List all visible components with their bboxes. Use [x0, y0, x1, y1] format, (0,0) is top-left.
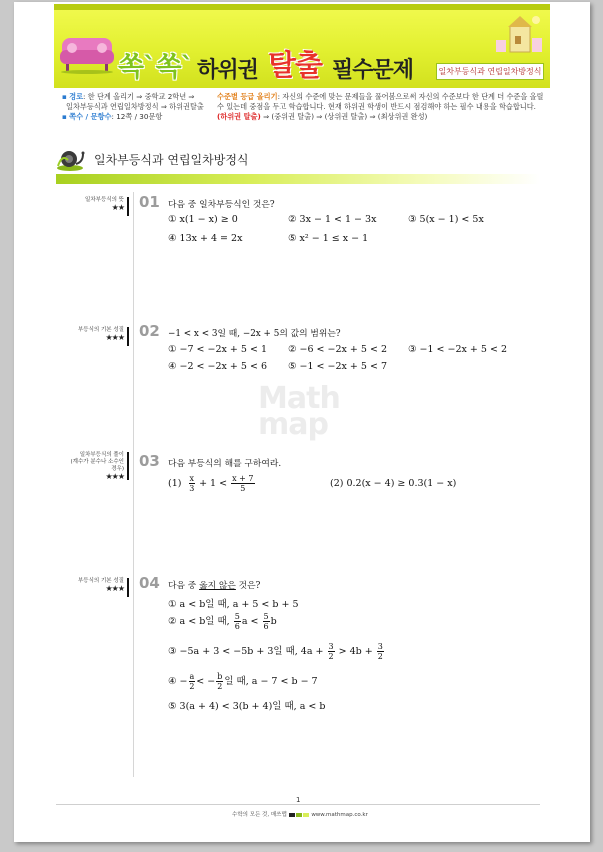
problem-tag — [71, 452, 124, 480]
fraction-denominator: 3 — [189, 484, 195, 493]
choice-3 — [168, 642, 385, 661]
choice-4: ④ −2 < −2x + 5 < 6 — [168, 361, 267, 372]
tag-bar — [127, 578, 129, 597]
problem-question — [168, 578, 260, 591]
problem-question: 다음 부등식의 해를 구하여라. — [168, 459, 282, 469]
fraction — [234, 612, 241, 631]
choice-1: ① a < b일 때, a + 5 < b + 5 — [168, 599, 299, 610]
choice-text: > 4b + — [338, 646, 373, 657]
problem-number: 01 — [139, 193, 160, 211]
fraction — [377, 642, 384, 661]
choice-2: ② −6 < −2x + 5 < 2 — [288, 344, 387, 355]
footer — [232, 810, 368, 818]
choice-3: ③ −1 < −2x + 5 < 2 — [408, 344, 507, 355]
difficulty-stars: ★★★ — [105, 333, 124, 342]
level-line1: : 자신의 수준에 맞는 문제들을 풀어봄으로써 자신의 수준보다 한 단계 더 수준을 올릴 — [277, 92, 544, 101]
banner-stripe — [54, 4, 550, 10]
title-part-lower: 하위권 — [197, 58, 258, 83]
problem-number: 02 — [139, 322, 160, 340]
footer-rule — [56, 804, 540, 805]
fraction-denominator: 5 — [240, 484, 246, 493]
section-snail-icon — [56, 146, 88, 172]
fraction-numerator: 3 — [377, 642, 383, 651]
question-underlined: 옳지 않은 — [199, 581, 236, 591]
footer-square-icon — [289, 813, 295, 817]
watermark-line2: map — [258, 407, 328, 442]
tag-bar — [127, 197, 129, 216]
title-part-required: 필수문제 — [331, 58, 413, 83]
fraction-numerator: a — [189, 672, 195, 681]
info-level-flow — [217, 112, 427, 122]
tag-bar — [127, 452, 129, 480]
choice-5: ⑤ x² − 1 ≤ x − 1 — [288, 233, 369, 244]
choice-text: a < — [241, 616, 259, 627]
problem-tag — [85, 197, 124, 211]
fraction-denominator: 6 — [263, 622, 269, 631]
count-label: 쪽수 / 문항수 — [69, 112, 112, 121]
problem-number: 03 — [139, 452, 160, 470]
problem-tag-text-3: 경우) — [111, 466, 124, 472]
info-course-line2: 일차부등식과 연립일차방정식 ⇒ 하위권탈출 — [66, 102, 204, 111]
fraction-denominator: 2 — [328, 652, 334, 661]
fraction — [231, 474, 254, 493]
title-part-ssok: 쏙`쏙` — [118, 52, 194, 83]
footer-square-icon — [296, 813, 302, 817]
fraction-numerator: x + 7 — [232, 474, 254, 483]
fraction — [189, 672, 196, 691]
fraction — [216, 672, 223, 691]
inequality-middle: + 1 < — [199, 478, 228, 489]
choice-text: ④ − — [168, 676, 188, 687]
fraction-numerator: x — [189, 474, 195, 483]
problem-tag — [78, 578, 124, 592]
fraction — [189, 474, 196, 493]
problem-question: −1 < x < 3일 때, −2x + 5의 값의 범위는? — [168, 329, 341, 339]
choice-3: ③ 5(x − 1) < 5x — [408, 214, 484, 225]
fraction — [263, 612, 270, 631]
choice-2 — [168, 612, 277, 631]
choice-4 — [168, 672, 318, 691]
topic-tag: 일차부등식과 연립일차방정식 — [436, 63, 544, 80]
count-text: : 12쪽 / 30문항 — [111, 112, 163, 121]
subproblem-2: (2) 0.2(x − 4) ≥ 0.3(1 − x) — [330, 478, 457, 489]
problem-tag-text: 부등식의 기본 성질 — [77, 578, 124, 584]
choice-1: ① x(1 − x) ≥ 0 — [168, 214, 238, 225]
info-course: ▪ 경로: 한 단계 올리기 ⇒ 중학교 2학년 ⇒ — [62, 92, 195, 101]
fraction-denominator: 2 — [377, 652, 383, 661]
choice-text: ③ −5a + 3 < −5b + 3일 때, 4a + — [168, 646, 324, 657]
watermark-line1: Math — [258, 381, 340, 416]
level-flow-rest: ⇒ (중위권 탈출) ⇒ (상위권 탈출) ⇒ (최상위권 완성) — [263, 112, 428, 121]
problem-tag-text: 일차부등식의 풀이 — [79, 452, 124, 458]
section-underline-bar — [56, 174, 540, 184]
choice-5: ⑤ −1 < −2x + 5 < 7 — [288, 361, 387, 372]
fraction-numerator: 5 — [234, 612, 240, 621]
choice-text: 일 때, a − 7 < b − 7 — [224, 676, 318, 687]
info-level-line2: 수 있는데 중점을 두고 학습합니다. 현재 하위권 학생이 반드시 점검해야 하는 필수 내용을 학습합니다. — [217, 102, 536, 111]
title-part-escape: 탈출 — [267, 48, 322, 82]
choice-2: ② 3x − 1 < 1 − 3x — [288, 214, 377, 225]
problem-number: 04 — [139, 574, 160, 592]
problem-tag-text: 부등식의 기본 성질 — [77, 327, 124, 333]
fraction-numerator: b — [217, 672, 223, 681]
problem-tag-text: 일차부등식의 뜻 — [85, 197, 124, 203]
subproblem-1 — [168, 474, 256, 493]
footer-text: 수학의 모든 것, 매쓰맵 — [232, 812, 287, 818]
left-margin-rule — [133, 192, 134, 777]
choice-5: ⑤ 3(a + 4) < 3(b + 4)일 때, a < b — [168, 701, 326, 712]
choice-1: ① −7 < −2x + 5 < 1 — [168, 344, 267, 355]
choice-4: ④ 13x + 4 = 2x — [168, 233, 243, 244]
question-pre: 다음 중 — [168, 581, 200, 591]
fraction — [328, 642, 335, 661]
house-illustration-icon — [492, 12, 544, 56]
choice-text: < − — [196, 676, 216, 687]
sofa-illustration-icon — [58, 30, 116, 74]
fraction-denominator: 2 — [217, 682, 223, 691]
question-post: 것은? — [235, 581, 261, 591]
level-label: 수준별 등급 올리기 — [217, 92, 278, 101]
problem-tag-text-2: (계수가 분수나 소수인 — [70, 459, 124, 465]
choice-text: b — [270, 616, 277, 627]
tag-bar — [127, 327, 129, 346]
level-flow-first: (하위권 탈출) — [217, 112, 261, 121]
course-text: : 한 단계 올리기 ⇒ 중학교 2학년 ⇒ — [83, 92, 195, 101]
fraction-numerator: 3 — [328, 642, 334, 651]
page-number: 1 — [296, 796, 301, 804]
fraction-denominator: 6 — [234, 622, 240, 631]
section-title: 일차부등식과 연립일차방정식 — [94, 153, 249, 167]
footer-square-icon — [303, 813, 309, 817]
fraction-denominator: 2 — [189, 682, 195, 691]
course-label: 경로 — [69, 92, 84, 101]
problem-tag — [78, 327, 124, 341]
fraction-numerator: 5 — [263, 612, 269, 621]
info-level — [217, 92, 543, 102]
difficulty-stars: ★★★ — [105, 472, 124, 481]
banner-title — [118, 40, 413, 84]
mathmap-watermark — [258, 381, 340, 442]
difficulty-stars: ★★ — [111, 203, 124, 212]
info-count: ▪ 쪽수 / 문항수: 12쪽 / 30문항 — [62, 112, 163, 121]
choice-text: ② a < b일 때, — [168, 616, 230, 627]
sub-label: (1) — [168, 478, 182, 489]
problem-question: 다음 중 일차부등식인 것은? — [168, 200, 275, 210]
difficulty-stars: ★★★ — [105, 584, 124, 593]
footer-url[interactable]: www.mathmap.co.kr — [311, 812, 368, 818]
